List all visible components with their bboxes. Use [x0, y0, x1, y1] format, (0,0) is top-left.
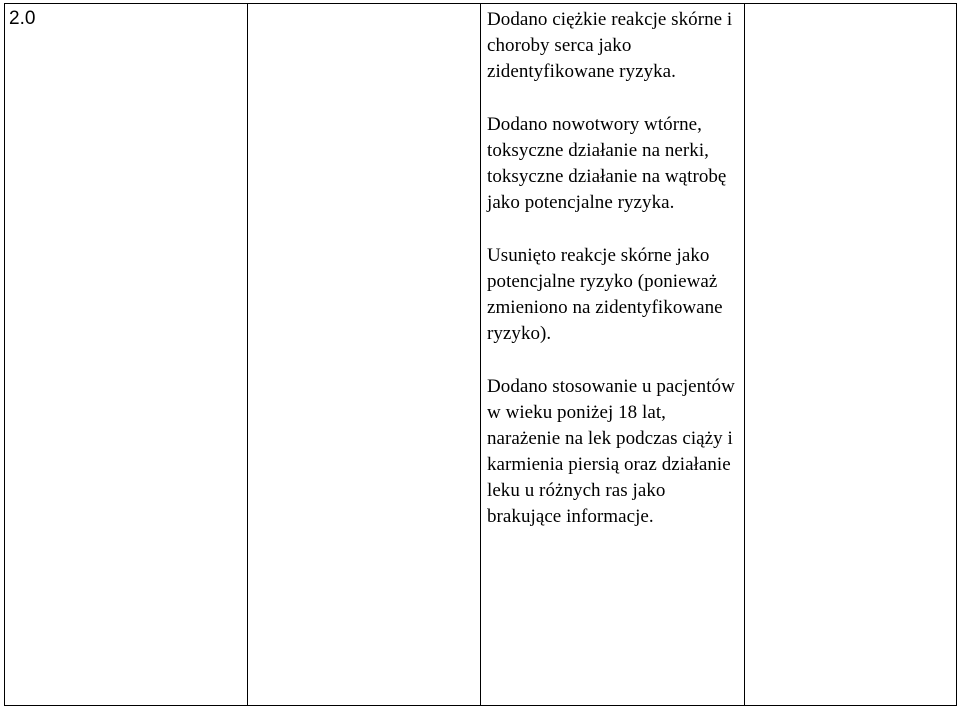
change-note: Dodano stosowanie u pacjentów w wieku poniżej 18 lat, narażenie na lek podczas ciąży i karmienia piersią oraz działanie leku u różnych ras jako brakujące informacje. — [487, 376, 735, 527]
change-note: Dodano ciężkie reakcje skórne i choroby serca jako zidentyfikowane ryzyka. — [487, 9, 733, 82]
empty-cell — [745, 4, 957, 706]
table-row — [5, 4, 957, 706]
change-notes-cell — [481, 4, 745, 706]
change-note: Usunięto reakcje skórne jako potencjalne ryzyko (ponieważ zmieniono na zidentyfikowane ryzyko). — [487, 245, 723, 344]
version-history-table — [4, 3, 957, 706]
empty-cell — [248, 4, 481, 706]
version-number: 2.0 — [9, 8, 36, 29]
version-cell — [5, 4, 248, 706]
change-note: Dodano nowotwory wtórne, toksyczne działanie na nerki, toksyczne działanie na wątrobę jako potencjalne ryzyka. — [487, 114, 727, 213]
